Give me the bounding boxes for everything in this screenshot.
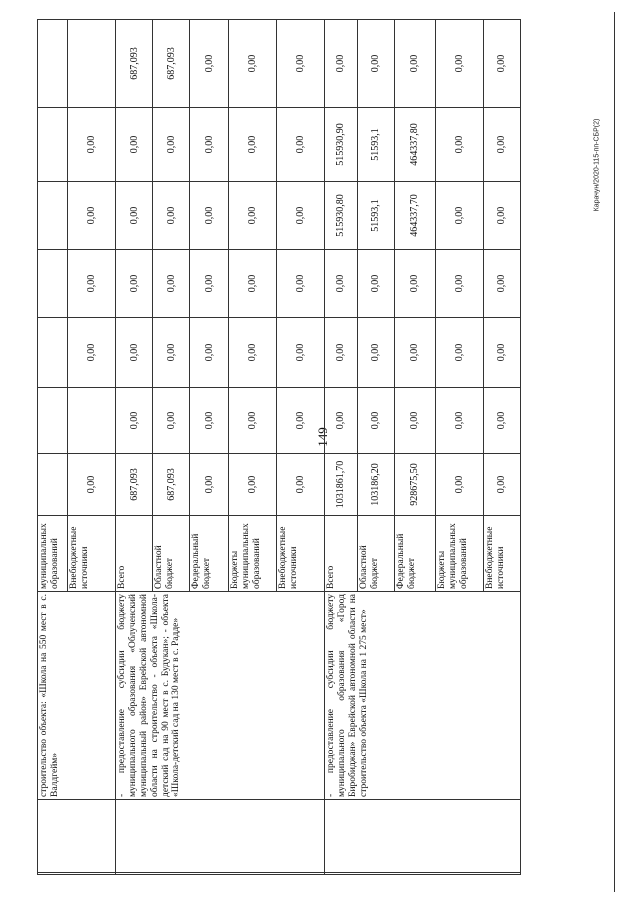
amount-cell: 0,00 — [229, 182, 277, 250]
amount-cell: 0,00 — [229, 20, 277, 108]
amount-cell: 515930,90 — [325, 108, 358, 182]
budget-table-rotated — [37, 20, 521, 875]
row-number-cell — [116, 873, 325, 875]
amount-cell: 0,00 — [68, 318, 116, 388]
amount-cell: 0,00 — [116, 318, 153, 388]
row-number-cell — [38, 873, 116, 875]
funding-source-cell: Областной бюджет — [357, 516, 394, 592]
amount-cell: 0,00 — [436, 454, 484, 516]
amount-cell: 0,00 — [68, 108, 116, 182]
amount-cell: 0,00 — [325, 318, 358, 388]
amount-cell: 0,00 — [153, 250, 190, 318]
amount-cell: 103186,20 — [357, 454, 394, 516]
amount-cell: 0,00 — [277, 388, 325, 454]
amount-cell: 0,00 — [483, 318, 520, 388]
amount-cell: 0,00 — [190, 108, 229, 182]
executor-cell — [38, 800, 116, 873]
funding-source-cell: Федеральный бюджет — [394, 516, 435, 592]
amount-cell: 0,00 — [68, 250, 116, 318]
amount-cell: 0,00 — [229, 250, 277, 318]
executor-cell — [116, 800, 325, 873]
amount-cell — [38, 454, 68, 516]
amount-cell: 687,093 — [116, 20, 153, 108]
amount-cell: 0,00 — [483, 454, 520, 516]
amount-cell — [38, 108, 68, 182]
funding-source-cell: муниципальных образований — [38, 516, 68, 592]
amount-cell: 51593,1 — [357, 182, 394, 250]
funding-source-cell: Бюджеты муниципальных образований — [436, 516, 484, 592]
page-number: 149 — [315, 427, 330, 447]
amount-cell: 0,00 — [190, 454, 229, 516]
funding-source-cell: Внебюджетные источники — [483, 516, 520, 592]
amount-cell: 0,00 — [277, 250, 325, 318]
amount-cell: 0,00 — [357, 388, 394, 454]
amount-cell: 0,00 — [394, 250, 435, 318]
amount-cell: 0,00 — [277, 108, 325, 182]
amount-cell: 687,093 — [116, 454, 153, 516]
amount-cell — [38, 20, 68, 108]
amount-cell: 1031861,70 — [325, 454, 358, 516]
amount-cell — [38, 318, 68, 388]
amount-cell: 687,093 — [153, 454, 190, 516]
amount-cell: 0,00 — [190, 20, 229, 108]
amount-cell: 0,00 — [229, 454, 277, 516]
amount-cell — [38, 388, 68, 454]
amount-cell — [68, 20, 116, 108]
measure-description-cell: - предоставление субсидии бюджету муниципального образования «Облученский муниципальный район» Еврейской автономной области на строительство - объекта «Школа-детский сад на 90 мест в с. Будукан»; - объекта «Школа-детский сад на 130 мест в с. Радде» — [116, 592, 325, 800]
amount-cell: 0,00 — [116, 388, 153, 454]
funding-source-cell: Областной бюджет — [153, 516, 190, 592]
amount-cell: 0,00 — [116, 108, 153, 182]
amount-cell: 0,00 — [394, 318, 435, 388]
amount-cell: 464337,70 — [394, 182, 435, 250]
executor-cell — [325, 800, 521, 873]
amount-cell: 0,00 — [436, 108, 484, 182]
amount-cell: 0,00 — [394, 20, 435, 108]
amount-cell: 0,00 — [277, 20, 325, 108]
amount-cell: 0,00 — [325, 388, 358, 454]
amount-cell: 0,00 — [483, 250, 520, 318]
amount-cell: 0,00 — [229, 318, 277, 388]
amount-cell: 0,00 — [277, 454, 325, 516]
amount-cell: 51593,1 — [357, 108, 394, 182]
amount-cell: 0,00 — [357, 250, 394, 318]
amount-cell: 0,00 — [153, 318, 190, 388]
row-number-cell — [325, 873, 521, 875]
amount-cell: 928675,50 — [394, 454, 435, 516]
amount-cell: 0,00 — [483, 182, 520, 250]
page-margin-rule — [614, 12, 615, 892]
amount-cell: 0,00 — [116, 182, 153, 250]
budget-table-frame — [37, 20, 521, 875]
budget-table — [37, 19, 521, 875]
amount-cell: 0,00 — [190, 318, 229, 388]
amount-cell: 0,00 — [68, 182, 116, 250]
funding-source-cell: Бюджеты муниципальных образований — [229, 516, 277, 592]
funding-source-cell: Всего — [116, 516, 153, 592]
amount-cell: 0,00 — [436, 388, 484, 454]
amount-cell — [38, 182, 68, 250]
amount-cell: 0,00 — [68, 454, 116, 516]
amount-cell: 0,00 — [190, 182, 229, 250]
budget-table-body — [38, 20, 521, 875]
amount-cell: 0,00 — [229, 108, 277, 182]
amount-cell: 0,00 — [325, 20, 358, 108]
funding-source-cell: Внебюджетные источники — [277, 516, 325, 592]
amount-cell — [38, 250, 68, 318]
amount-cell: 0,00 — [190, 250, 229, 318]
measure-description-cell: строительство объекта: «Школа на 550 мест в с. Валдгейм» — [38, 592, 116, 800]
amount-cell: 0,00 — [357, 318, 394, 388]
amount-cell: 687,093 — [153, 20, 190, 108]
amount-cell: 0,00 — [153, 182, 190, 250]
amount-cell: 0,00 — [116, 250, 153, 318]
amount-cell: 0,00 — [190, 388, 229, 454]
amount-cell: 0,00 — [277, 318, 325, 388]
amount-cell: 0,00 — [153, 108, 190, 182]
amount-cell: 0,00 — [483, 388, 520, 454]
amount-cell: 0,00 — [483, 20, 520, 108]
document-code: Карачун/2020-115-пп-СБР(2) — [593, 118, 601, 212]
amount-cell: 0,00 — [277, 182, 325, 250]
amount-cell: 0,00 — [436, 250, 484, 318]
amount-cell — [68, 388, 116, 454]
amount-cell: 0,00 — [357, 20, 394, 108]
amount-cell: 0,00 — [483, 108, 520, 182]
funding-source-cell: Всего — [325, 516, 358, 592]
measure-description-cell: - предоставление субсидии бюджету муниципального образования «Город Биробиджан» Еврейской автономной области на строительство объекта «Школа на 1 275 мест» — [325, 592, 521, 800]
amount-cell: 0,00 — [436, 20, 484, 108]
funding-source-cell: Федеральный бюджет — [190, 516, 229, 592]
funding-source-cell: Внебюджетные источники — [68, 516, 116, 592]
table-row — [116, 20, 153, 875]
table-row — [38, 20, 68, 875]
amount-cell: 0,00 — [394, 388, 435, 454]
amount-cell: 0,00 — [436, 182, 484, 250]
amount-cell: 0,00 — [153, 388, 190, 454]
amount-cell: 464337,80 — [394, 108, 435, 182]
amount-cell: 515930,80 — [325, 182, 358, 250]
amount-cell: 0,00 — [436, 318, 484, 388]
amount-cell: 0,00 — [325, 250, 358, 318]
table-row — [325, 20, 358, 875]
amount-cell: 0,00 — [229, 388, 277, 454]
